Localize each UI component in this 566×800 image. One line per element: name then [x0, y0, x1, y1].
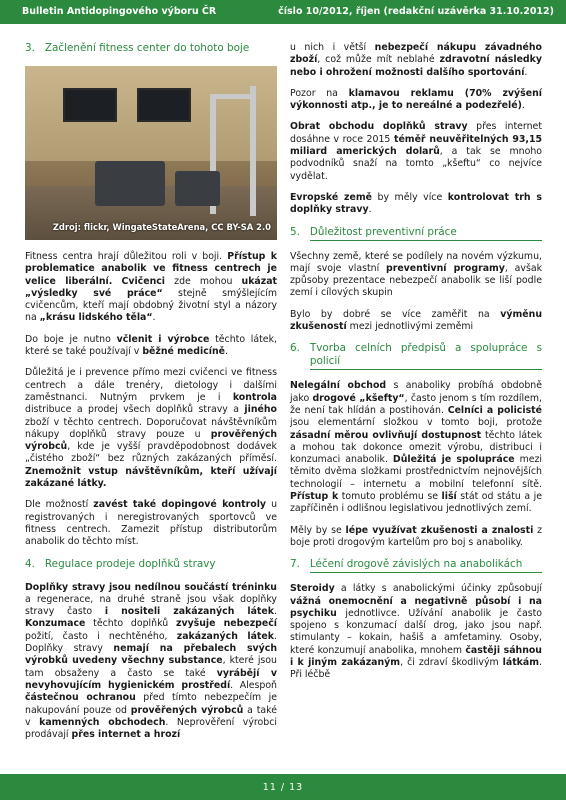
bulletin-title: Bulletin Antidopingového výboru ČR [22, 6, 217, 17]
bold-text-run: nemají na přebalech svých výrobků uvedeny všechny substance [25, 643, 277, 667]
text-run: , a tak se mnoho podvodníků snaží na tomto „kšeftu“ co nejvíce vydělat. [290, 146, 542, 182]
section-number: 4. [25, 557, 35, 570]
paragraph [25, 251, 277, 325]
photo-rack [210, 94, 256, 99]
paragraph [25, 367, 277, 490]
text-run: a regenerace, na druhé straně jsou však doplňky stravy často [25, 593, 277, 618]
paragraph [290, 192, 542, 217]
paragraph [290, 42, 542, 79]
text-run: , avšak způsoby prezentace nebezpečí anabolik se liší podle zemí i cílových skupin [290, 262, 543, 299]
photo-elliptical [95, 161, 165, 206]
text-run: požití, často i nechtěného, [25, 630, 177, 642]
bold-text-run: Celníci a policisté [447, 404, 542, 416]
photo-tv-screen [137, 88, 191, 122]
bold-text-run: prověřených výrobců [130, 704, 244, 716]
text-run: . [225, 346, 229, 358]
paragraph [290, 583, 542, 681]
bold-text-run: častěji sáhnou i k jiným zakázaným [290, 644, 542, 668]
bold-text-run: „krásu lidského těla“ [39, 312, 153, 324]
bold-text-run: klamavou reklamu (70% zvýšení výkonnosti atp., je to nereálné a podezřelé) [290, 87, 542, 112]
bold-text-run: vyrábějí v nevyhovujícím hygienickém prostředí [25, 667, 277, 691]
bold-text-run: i nositeli zakázaných látek [104, 606, 274, 618]
text-run: Dle možností [25, 499, 94, 511]
text-run: , které jsou tam obsaženy a často se také [25, 655, 277, 679]
photo-bench [175, 171, 220, 206]
section-7-heading [290, 558, 542, 573]
section-title: Regulace prodeje doplňků stravy [44, 557, 216, 570]
text-run: . Alespoň [230, 679, 278, 691]
text-run: , což může mít neblahé [317, 54, 440, 66]
text-run: . [521, 100, 525, 112]
bold-text-run: drogové „kšefty“ [312, 392, 405, 404]
bold-text-run: látkám [502, 656, 540, 668]
page-header [0, 0, 566, 24]
photo-tv-screen [63, 88, 117, 122]
text-run: Důležitá je i prevence přímo mezi cvičenci ve fitness centrech a dále trenéry, dietology i dalšími zaměstnanci. Nutným prvkem je i [25, 367, 277, 403]
text-run: zboží v těchto centrech. Doporučovat návštěvníkům nákupy doplňků stravy pouze u [25, 416, 277, 440]
text-run: stejně smýšlejícím cvičencům, kteří mají obdobný životní styl a názory na [25, 287, 277, 324]
bold-text-run: zdravotní následky nebo i ohrožení možnosti dalšího sportování [290, 54, 542, 78]
bold-text-run: částečnou ochranou [25, 692, 136, 704]
text-run: , či zdraví škodlivým [400, 656, 503, 668]
section-5-heading [290, 226, 542, 241]
bold-text-run: kamenných obchodech [39, 716, 166, 728]
text-run: by měly více [371, 191, 448, 203]
bold-text-run: Cvičenci [121, 275, 166, 287]
text-run: . Doplňky stravy [25, 630, 277, 655]
bold-text-run: Přístup k problematice anabolik ve fitness centrech je velice liberální. [25, 251, 277, 287]
text-run: přes internet dosáhne v roce 2015 [290, 121, 542, 145]
text-run: mezi jednotlivými zeměmi [346, 321, 474, 333]
bold-text-run: Nelegální obchod [290, 380, 387, 392]
text-run: Bylo by dobré se více zaměřit na [290, 308, 501, 320]
bold-text-run: téměř neuvěřitelných 93,15 miliard amerických dolarů [290, 133, 543, 158]
bold-text-run: zavést také dopingové kontroly [93, 499, 267, 511]
text-run: Pozor na [290, 87, 349, 99]
text-run: těchto látek, které se také používají v [25, 333, 277, 358]
bold-text-run: zásadní měrou ovlivňují dostupnost [290, 429, 482, 441]
section-number: 6. [290, 342, 300, 355]
section-6-heading [290, 342, 542, 370]
text-run: těchto doplňků [85, 618, 176, 630]
text-run: stát od státu a je zapříčiněn i odlišnou legislativou jednotlivých zemí. [290, 491, 543, 515]
bold-text-run: Znemožnit vstup návštěvníkům, kteří užívají zakázané látky. [25, 465, 277, 490]
section-number: 7. [290, 558, 300, 571]
bold-text-run: Evropské země [290, 191, 372, 203]
paragraph [25, 499, 277, 548]
paragraph [290, 88, 542, 113]
text-run: s anaboliky probíhá obdobně jako [290, 380, 542, 404]
bold-text-run: jiného [244, 404, 277, 416]
right-column [290, 42, 542, 691]
bold-text-run: kontrolovat trh s doplňky stravy [290, 191, 542, 216]
text-run: jsou elementární složkou v tomto boji, protože [290, 417, 542, 429]
text-run: Měly by se [290, 524, 346, 536]
bold-text-run: přes internet a hrozí [71, 729, 181, 741]
text-run: z boje proti drogovým kartelům pro boj s anaboliky. [290, 524, 542, 548]
text-run: jednotlivce. Užívání anabolik je často spojeno s konzumací další drog, jako jsou např. stimulanty – kokain, hašiš a amfetaminy. Osoby, které konzumují anabolika, mnohem [290, 607, 542, 656]
bold-text-run: zvyšuje nebezpečí [176, 618, 277, 630]
bold-text-run: Přístup k [290, 491, 339, 503]
paragraph [290, 121, 542, 182]
bold-text-run: ukázat „výsledky své práce“ [25, 275, 278, 299]
text-run: a také v [25, 704, 277, 728]
text-run: zde mohou [165, 275, 242, 287]
text-run: a látky s anabolickými účinky způsobují [334, 583, 542, 595]
section-title: Začlenění fitness center do tohoto boje [44, 42, 250, 54]
bold-text-run: Obrat obchodu doplňků stravy [290, 121, 468, 133]
bold-text-run: včlenit i výrobce [116, 333, 210, 345]
bold-text-run: preventivní programy [385, 262, 505, 274]
bold-text-run: Konzumace [25, 618, 86, 630]
bold-text-run: liší [441, 491, 457, 503]
text-run: distribuce a prodej všech doplňků stravy a [25, 404, 245, 416]
text-run: . Při léčbě [290, 656, 542, 681]
paragraph [290, 380, 542, 515]
bold-text-run: nebezpečí nákupu závadného zboží [290, 42, 542, 66]
bold-text-run: vážná onemocnění a negativně působí i na psychiku [290, 595, 542, 619]
text-run: Do boje je nutno [25, 333, 117, 345]
page-number: 11 / 13 [262, 782, 304, 793]
section-title: Léčení drogově závislých na anabolikách [310, 558, 542, 573]
page-footer [0, 774, 566, 800]
paragraph [25, 582, 277, 742]
bold-text-run: lépe využívat zkušenosti a znalosti [345, 524, 534, 536]
text-run: Všechny země, které se podílely na novém výzkumu, mají svoje vlastní [290, 250, 542, 274]
section-4-heading [25, 558, 277, 572]
paragraph [290, 525, 542, 550]
section-3-heading [25, 42, 277, 56]
photo-caption: Zdroj: flickr, WingateStateArena, CC BY-SA 2.0 [52, 221, 271, 232]
text-run: , kde je vyšší pravděpodobnost dodávek „čistého zboží“ bez různých zakázaných příměsí. [25, 441, 277, 465]
text-run: před tímto nebezpečím je nakupování pouze od [25, 692, 277, 716]
text-run: . [368, 204, 372, 216]
text-run: mezi těmito dvěma složkami prostřednictvím nejnovějších technologií – internetu a mobilní telefonní sítě. [290, 454, 543, 490]
issue-info: číslo 10/2012, říjen (redakční uzávěrka 31.10.2012) [278, 6, 554, 17]
bold-text-run: prověřených výrobců [25, 428, 277, 453]
text-run: těchto látek a mohou tak dokonce omezit výrobu, distribuci i konzumaci anabolik. [290, 429, 542, 466]
text-run: tomuto problému se [338, 491, 442, 503]
section-title: Důležitost preventivní práce [310, 226, 542, 241]
text-run: . [524, 66, 528, 78]
bold-text-run: kontrola [232, 391, 277, 403]
bold-text-run: Doplňky stravy jsou nedílnou součástí tréninku [25, 581, 277, 593]
gym-photo [25, 66, 277, 240]
bold-text-run: Důležitá je spolupráce [392, 454, 515, 466]
text-run: Fitness centra hrají důležitou roli v boji. [25, 251, 228, 262]
paragraph [290, 251, 542, 300]
section-title: Tvorba celních předpisů a spolupráce s policií [310, 342, 542, 370]
text-run: . Neprověření výrobci prodávají [25, 716, 277, 741]
bold-text-run: Steroidy [290, 583, 335, 595]
section-number: 3. [25, 42, 35, 54]
text-run: . [152, 312, 156, 324]
bold-text-run: výměnu zkušeností [290, 308, 542, 333]
text-run: u registrovaných i neregistrovaných sportovců ve fitness centrech. Zamezit přístup distributorům anabolik do těchto míst. [25, 499, 278, 548]
section-number: 5. [290, 225, 300, 238]
text-run: . [274, 606, 277, 618]
bold-text-run: běžné medicíně [142, 346, 226, 358]
left-column [25, 42, 277, 750]
paragraph [290, 309, 542, 334]
text-run: u nich i větší [290, 42, 375, 53]
bold-text-run: zakázaných látek [176, 630, 275, 642]
text-run: , často jenom s tím rozdílem, že není tak hlídán a postihován. [290, 392, 543, 416]
paragraph [25, 334, 277, 359]
photo-rack [250, 86, 256, 216]
